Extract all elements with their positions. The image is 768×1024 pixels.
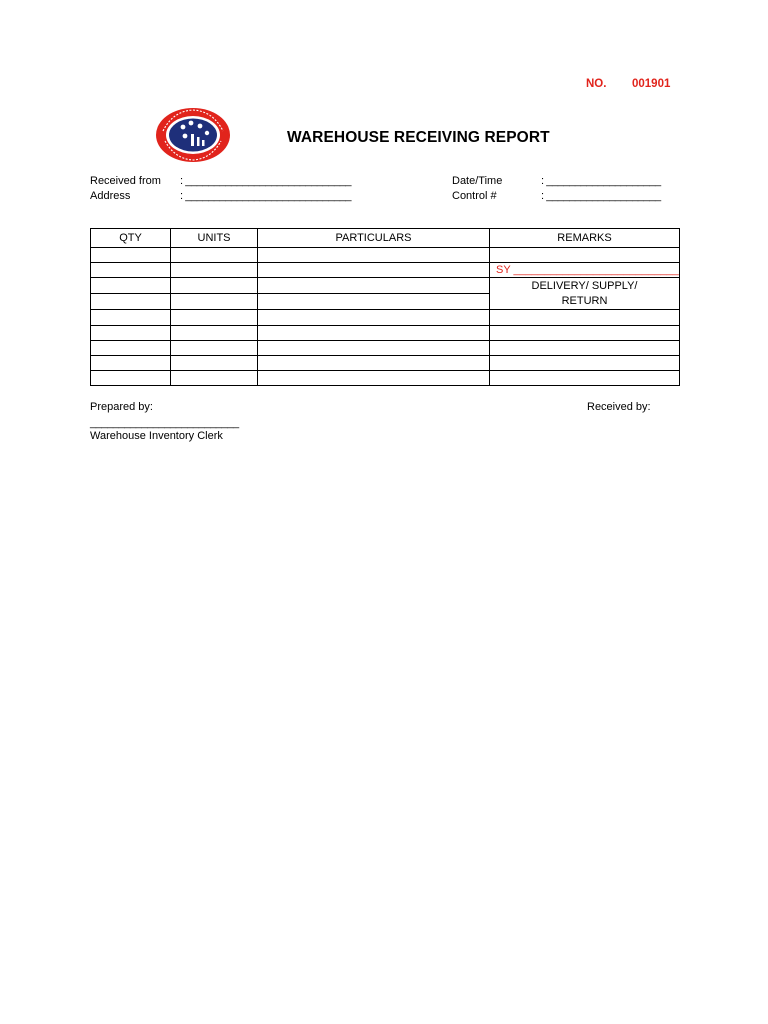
control-field	[452, 190, 661, 202]
table-cell[interactable]	[258, 263, 490, 278]
delivery-type-cell[interactable]	[490, 278, 680, 310]
table-row	[91, 278, 680, 294]
document-number	[586, 78, 670, 90]
table-cell[interactable]	[258, 355, 490, 370]
address-field	[90, 190, 351, 202]
table-header-row	[91, 229, 680, 248]
control-line: : ____________________	[541, 190, 661, 202]
table-cell[interactable]	[258, 294, 490, 310]
table-cell[interactable]	[258, 310, 490, 325]
table-cell[interactable]	[490, 325, 680, 340]
table-cell[interactable]	[171, 325, 258, 340]
column-header-qty: QTY	[91, 229, 171, 248]
table-cell[interactable]	[258, 325, 490, 340]
clerk-title: Warehouse Inventory Clerk	[90, 430, 223, 442]
table-row	[91, 310, 680, 325]
table-cell[interactable]	[258, 371, 490, 386]
items-table	[90, 228, 680, 386]
report-title: WAREHOUSE RECEIVING REPORT	[287, 129, 550, 146]
column-header-units: UNITS	[171, 229, 258, 248]
table-cell[interactable]	[258, 248, 490, 263]
delivery-type-line-1: DELIVERY/ SUPPLY/	[531, 280, 638, 293]
document-number-label: NO.	[586, 78, 607, 90]
received-by-label: Received by:	[587, 401, 651, 413]
table-row	[91, 371, 680, 386]
table-row	[91, 355, 680, 370]
table-cell[interactable]	[490, 248, 680, 263]
table-cell[interactable]	[91, 340, 171, 355]
table-cell[interactable]	[91, 325, 171, 340]
table-cell[interactable]	[490, 355, 680, 370]
table-cell[interactable]	[490, 371, 680, 386]
sy-remarks-cell[interactable]: SY ___________________________	[490, 263, 680, 278]
table-cell[interactable]	[91, 310, 171, 325]
table-cell[interactable]	[258, 278, 490, 294]
table-row	[91, 248, 680, 263]
table-cell[interactable]	[91, 278, 171, 294]
prepared-by-label: Prepared by:	[90, 401, 153, 413]
table-cell[interactable]	[91, 294, 171, 310]
delivery-type-line-2: RETURN	[561, 295, 608, 308]
document-number-value: 001901	[632, 78, 671, 90]
table-cell[interactable]	[91, 248, 171, 263]
received-from-field	[90, 175, 351, 187]
table-cell[interactable]	[171, 248, 258, 263]
table-cell[interactable]	[171, 340, 258, 355]
table-cell[interactable]	[490, 340, 680, 355]
table-cell[interactable]	[91, 355, 171, 370]
datetime-line: : ____________________	[541, 175, 661, 187]
table-cell[interactable]	[490, 310, 680, 325]
column-header-remarks: REMARKS	[490, 229, 680, 248]
table-cell[interactable]	[171, 355, 258, 370]
received-from-label: Received from	[90, 175, 161, 187]
table-row	[91, 263, 680, 278]
table-cell[interactable]	[258, 340, 490, 355]
table-cell[interactable]	[171, 310, 258, 325]
company-logo	[155, 107, 231, 163]
table-cell[interactable]	[91, 263, 171, 278]
signature-line: __________________________	[90, 417, 239, 429]
control-label: Control #	[452, 190, 497, 202]
column-header-particulars: PARTICULARS	[258, 229, 490, 248]
table-cell[interactable]	[91, 371, 171, 386]
table-cell[interactable]	[171, 371, 258, 386]
address-label: Address	[90, 190, 131, 202]
address-line: : _____________________________	[180, 190, 352, 202]
datetime-field	[452, 175, 661, 187]
table-cell[interactable]	[171, 278, 258, 294]
table-cell[interactable]	[171, 294, 258, 310]
received-from-line: : _____________________________	[180, 175, 352, 187]
table-row	[91, 340, 680, 355]
datetime-label: Date/Time	[452, 175, 503, 187]
table-row	[91, 325, 680, 340]
table-cell[interactable]	[171, 263, 258, 278]
